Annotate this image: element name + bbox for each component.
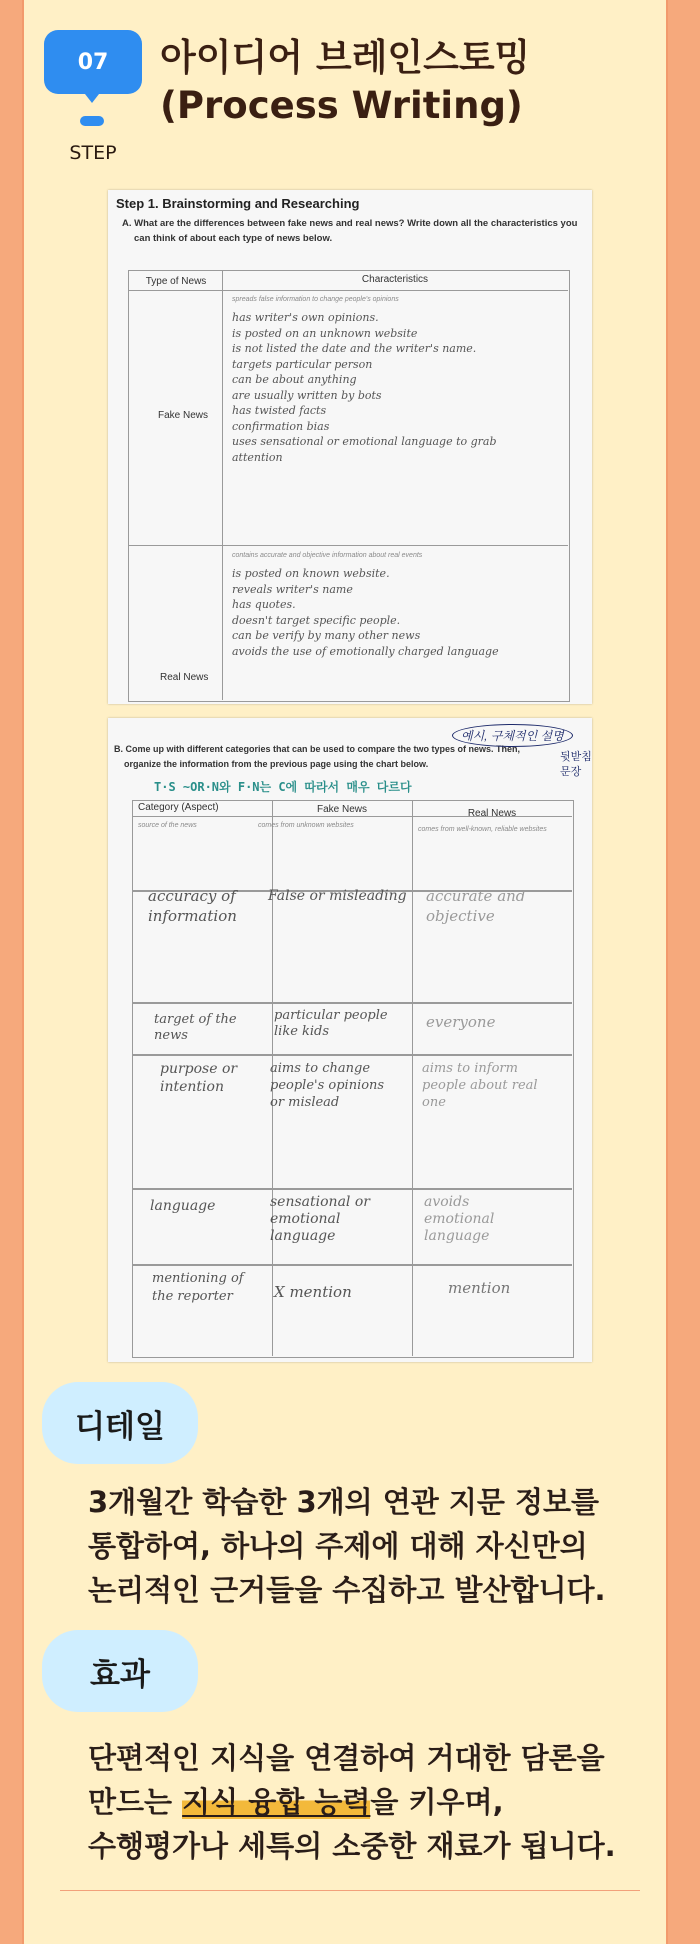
detail-line3: 논리적인 근거들을 수집하고 발산합니다. xyxy=(88,1573,606,1607)
real-note-1: is posted on known website. xyxy=(232,567,390,580)
col-type-of-news: Type of News xyxy=(145,276,207,287)
effect-line3: 수행평가나 세특의 소중한 재료가 됩니다. xyxy=(88,1829,616,1863)
col-category: Category (Aspect) xyxy=(138,802,219,813)
question-b-line2: organize the information from the previous page using the chart below. xyxy=(124,759,429,769)
row1-real: accurate and objective xyxy=(426,887,526,925)
row5-real: mention xyxy=(448,1279,511,1297)
row2-real: everyone xyxy=(426,1013,496,1031)
table-b-divider-2 xyxy=(412,800,413,1356)
hint-real: comes from well-known, reliable websites xyxy=(418,826,547,833)
fake-news-hint: spreads false information to change people's opinions xyxy=(232,296,399,303)
page-title xyxy=(160,34,530,130)
real-note-4: doesn't target specific people. xyxy=(232,613,401,627)
table-b-row-rule-4 xyxy=(132,1188,572,1190)
handwritten-side-note: 뒷받침 문장 xyxy=(560,751,592,778)
fake-note-4: targets particular person xyxy=(232,357,373,371)
title-line2: (Process Writing) xyxy=(160,84,523,127)
row5-category: mentioning of the reporter xyxy=(152,1271,244,1304)
effect-line2-post: 을 키우며, xyxy=(370,1785,504,1819)
question-a-line1: A. What are the differences between fake news and real news? Write down all the characteristics you xyxy=(122,218,578,229)
row1-category: accuracy of information xyxy=(148,887,237,925)
row4-real: avoids emotional language xyxy=(424,1194,495,1244)
effect-line1: 단편적인 지식을 연결하여 거대한 담론을 xyxy=(88,1741,605,1775)
detail-label: 디테일 xyxy=(75,1408,165,1445)
detail-text xyxy=(88,1480,648,1612)
worksheet-heading: Step 1. Brainstorming and Researching xyxy=(116,196,360,211)
hint-fake: comes from unknown websites xyxy=(258,822,354,829)
question-a-line2: can think of about each type of news below. xyxy=(134,233,333,244)
fake-news-label: Fake News xyxy=(158,410,209,421)
fake-news-notes xyxy=(232,310,497,465)
detail-label-pill xyxy=(42,1382,198,1464)
row1-fake: False or misleading xyxy=(268,888,407,904)
fake-note-3: is not listed the date and the writer's name. xyxy=(232,342,477,355)
effect-line2-pre: 만드는 xyxy=(88,1785,183,1819)
worksheet-question-a xyxy=(122,216,584,246)
table-b-row-rule-5 xyxy=(132,1264,572,1266)
step-number: 07 xyxy=(77,49,109,75)
table-a-header-rule xyxy=(128,290,568,291)
real-news-notes xyxy=(232,566,499,659)
fake-note-9: uses sensational or emotional language to grab xyxy=(232,435,497,448)
table-a-divider xyxy=(222,270,223,700)
table-a-row-rule xyxy=(128,545,568,546)
real-news-hint: contains accurate and objective information about real events xyxy=(232,552,423,559)
fake-note-6: are usually written by bots xyxy=(232,388,382,402)
real-note-2: reveals writer's name xyxy=(232,582,353,596)
row2-fake: particular people like kids xyxy=(274,1008,388,1039)
fake-note-10: attention xyxy=(232,450,283,464)
real-news-label: Real News xyxy=(160,672,209,683)
bottom-divider xyxy=(60,1890,640,1891)
fake-note-7: has twisted facts xyxy=(232,404,327,417)
row5-fake: X mention xyxy=(274,1283,352,1301)
row2-category: target of the news xyxy=(154,1012,237,1043)
worksheet-image-2 xyxy=(108,718,592,1362)
fake-note-2: is posted on an unknown website xyxy=(232,326,418,340)
effect-highlight: 지식 융합 능력 xyxy=(182,1785,371,1819)
hint-category: source of the news xyxy=(138,822,197,829)
title-line1: 아이디어 브레인스토밍 xyxy=(160,36,531,79)
detail-line2: 통합하여, 하나의 주제에 대해 자신만의 xyxy=(88,1529,588,1563)
row4-fake: sensational or emotional language xyxy=(270,1194,370,1244)
handwritten-teal-note: T·S ~OR·N와 F·N는 C에 따라서 매우 다르다 xyxy=(154,780,412,794)
row3-category: purpose or intention xyxy=(160,1061,238,1095)
worksheet-image-1 xyxy=(108,190,592,704)
worksheet-question-b xyxy=(114,742,544,772)
real-note-3: has quotes. xyxy=(232,598,296,611)
detail-line1: 3개월간 학습한 3개의 연관 지문 정보를 xyxy=(88,1485,600,1519)
row3-fake: aims to change people's opinions or mislead xyxy=(270,1061,385,1110)
table-b-row-rule-3 xyxy=(132,1054,572,1056)
row3-real: aims to inform people about real one xyxy=(422,1061,538,1110)
fake-note-8: confirmation bias xyxy=(232,419,330,433)
question-b-line1: B. Come up with different categories that can be used to compare the two types of news. Then, xyxy=(114,744,521,754)
effect-label: 효과 xyxy=(90,1656,150,1693)
fake-note-5: can be about anything xyxy=(232,373,357,386)
step-dot-icon xyxy=(80,116,104,126)
step-badge xyxy=(44,30,142,94)
fake-note-1: has writer's own opinions. xyxy=(232,311,379,324)
effect-text xyxy=(88,1736,648,1868)
col-characteristics: Characteristics xyxy=(361,274,429,285)
table-b-row-rule-2 xyxy=(132,1002,572,1004)
step-pointer-icon xyxy=(85,94,99,103)
real-note-6: avoids the use of emotionally charged language xyxy=(232,644,499,658)
row4-category: language xyxy=(150,1198,216,1214)
step-label: STEP xyxy=(69,142,117,164)
effect-line2 xyxy=(88,1780,648,1824)
real-note-5: can be verify by many other news xyxy=(232,629,421,642)
handwritten-ink-note: 예시, 구체적인 설명 xyxy=(452,724,573,747)
col-real-news: Real News xyxy=(467,808,517,819)
col-fake-news: Fake News xyxy=(316,804,367,815)
effect-label-pill xyxy=(42,1630,198,1712)
